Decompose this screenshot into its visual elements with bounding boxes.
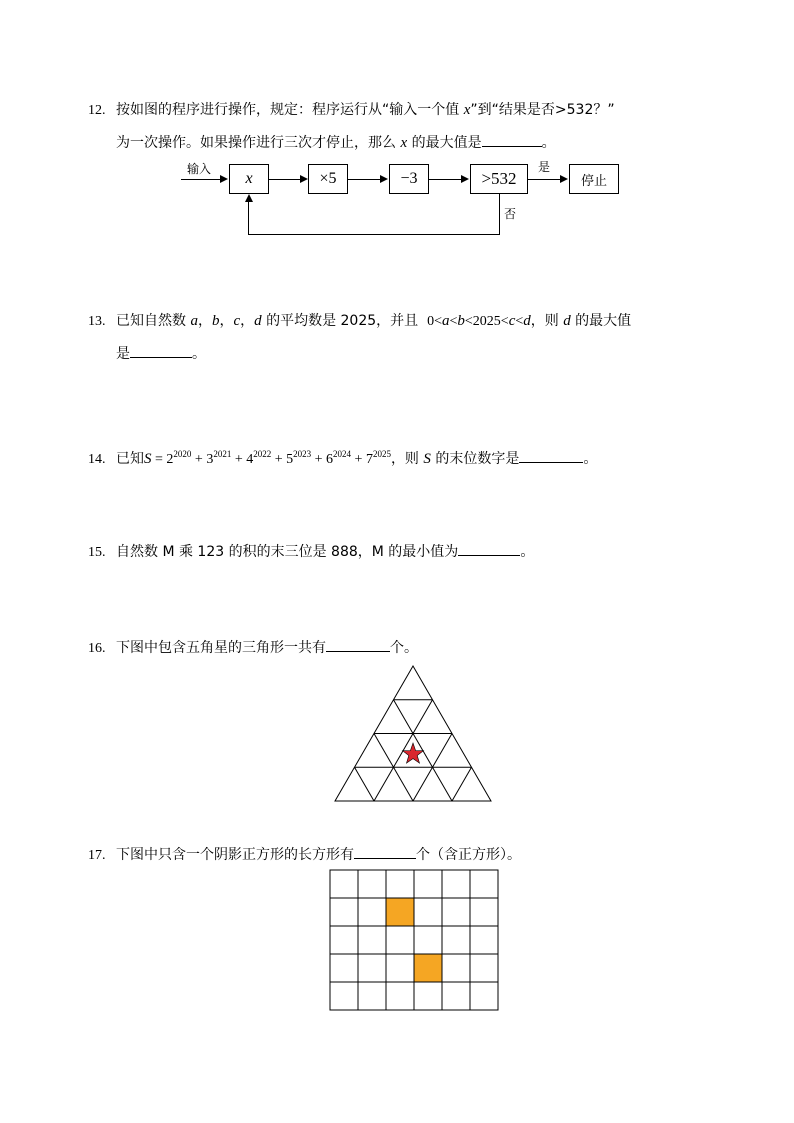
question-number: 17. — [88, 848, 106, 863]
q16-text: 下图中包含五角星的三角形一共有 — [116, 640, 326, 656]
q12-text-2b: 的最大值是 — [411, 135, 482, 151]
q13-ineq: <2025< — [464, 314, 509, 329]
grid-cell — [386, 954, 414, 982]
q13-ineq-a: a — [441, 313, 450, 329]
q14-text-b: ，则 — [390, 451, 419, 467]
grid-cell — [358, 926, 386, 954]
q13-var-d: d — [254, 313, 262, 329]
q13-var-d2: d — [563, 313, 571, 329]
grid-cell — [470, 954, 498, 982]
q13-var-b: b — [211, 313, 220, 329]
grid-cell — [358, 898, 386, 926]
grid-cell — [386, 982, 414, 1010]
grid-cell-shaded — [414, 954, 442, 982]
q14-text-c: 的末位数字是 — [435, 451, 520, 467]
q13-sep: ， — [240, 313, 255, 329]
flow-no-label: 否 — [504, 207, 517, 221]
flow-box-stop: 停止 — [569, 164, 619, 194]
question-13 — [88, 311, 631, 332]
answer-blank[interactable] — [458, 541, 520, 556]
q12-text-1a: 按如图的程序进行操作，规定：程序运行从“输入一个值 — [116, 102, 460, 118]
q14-term-exponent: 2024 — [333, 449, 352, 459]
question-12-line2 — [116, 132, 556, 153]
question-16 — [88, 637, 418, 659]
q14-term-base: 6 — [326, 452, 334, 467]
q13-ineq-b: b — [457, 313, 465, 329]
q13-ineq-d: d — [523, 313, 531, 329]
q13-ineq: 0< — [427, 314, 442, 329]
grid-cell — [470, 926, 498, 954]
grid-cell — [414, 870, 442, 898]
q17-end: 个（含正方形）。 — [416, 847, 521, 863]
grid-cell — [442, 926, 470, 954]
q14-equals: = — [151, 452, 167, 467]
q14-term-exponent: 2025 — [372, 449, 391, 459]
q14-var-s2: S — [423, 451, 431, 467]
q14-expression — [166, 451, 391, 467]
answer-blank[interactable] — [354, 844, 416, 859]
triangle-figure — [330, 662, 496, 806]
question-number: 15. — [88, 545, 106, 560]
q14-text-a: 已知 — [116, 451, 144, 467]
q14-term-base: 7 — [365, 452, 373, 467]
grid-cell — [442, 870, 470, 898]
grid-cell — [330, 926, 358, 954]
question-15 — [88, 541, 534, 563]
q14-term-operator: + — [351, 452, 366, 467]
grid-cell — [470, 870, 498, 898]
q14-term-exponent: 2023 — [293, 449, 312, 459]
grid-cell — [414, 926, 442, 954]
q14-var-s: S — [144, 451, 152, 467]
grid-cell — [358, 982, 386, 1010]
flow-yes-label: 是 — [538, 160, 551, 174]
q14-term-base: 4 — [246, 452, 254, 467]
q13-sep: ， — [219, 313, 234, 329]
question-number: 16. — [88, 641, 106, 656]
answer-blank[interactable] — [130, 343, 192, 358]
question-12 — [88, 100, 615, 121]
flow-box-multiply: ×5 — [308, 164, 348, 194]
question-13-line2 — [116, 343, 206, 364]
q16-end: 个。 — [390, 640, 418, 656]
q12-end: 。 — [541, 135, 556, 151]
q13-text-2a: 是 — [116, 346, 130, 362]
flow-box-subtract: −3 — [389, 164, 429, 194]
q13-var-c: c — [233, 313, 241, 329]
answer-blank[interactable] — [326, 637, 390, 652]
grid-cell — [330, 870, 358, 898]
grid-cell — [358, 870, 386, 898]
grid-cell — [386, 870, 414, 898]
question-number: 12. — [88, 103, 106, 118]
q13-ineq: < — [515, 314, 524, 329]
q14-end: 。 — [583, 451, 598, 467]
q12-var-x: x — [463, 102, 471, 118]
q14-term-operator: + — [231, 452, 247, 467]
flow-box-compare: >532 — [470, 164, 528, 194]
flow-box-x: x — [229, 164, 269, 194]
grid-cell — [330, 898, 358, 926]
q17-text: 下图中只含一个阴影正方形的长方形有 — [116, 847, 354, 863]
q13-text-1a: 已知自然数 — [116, 313, 186, 329]
q13-text-1c: ，则 — [530, 313, 559, 329]
grid-cell-shaded — [386, 898, 414, 926]
q12-text-1b: ”到“结果是否>532？” — [470, 102, 615, 118]
question-14 — [88, 444, 597, 470]
grid-cell — [470, 982, 498, 1010]
grid-figure — [329, 869, 500, 1011]
question-number: 14. — [88, 452, 106, 467]
q14-term-base: 5 — [286, 452, 294, 467]
q14-term-operator: + — [191, 452, 207, 467]
q13-text-1b: 的平均数是 2025，并且 — [266, 313, 419, 329]
q14-term-operator: + — [271, 452, 287, 467]
q15-text: 自然数 M 乘 123 的积的末三位是 888，M 的最小值为 — [116, 544, 459, 560]
question-17 — [88, 844, 521, 866]
flow-input-label: 输入 — [187, 162, 212, 176]
q14-term-exponent: 2020 — [173, 449, 192, 459]
q13-ineq: < — [449, 314, 458, 329]
grid-cell — [358, 954, 386, 982]
q14-term-operator: + — [311, 452, 327, 467]
grid-cell — [330, 954, 358, 982]
q12-var-x2: x — [400, 135, 408, 151]
question-number: 13. — [88, 314, 106, 329]
q13-text-1d: 的最大值 — [575, 313, 632, 329]
answer-blank[interactable] — [482, 132, 542, 147]
grid-cell — [442, 954, 470, 982]
q15-end: 。 — [520, 544, 535, 560]
grid-cell — [414, 898, 442, 926]
q12-text-2a: 为一次操作。如果操作进行三次才停止，那么 — [116, 135, 396, 151]
grid-cell — [442, 982, 470, 1010]
q13-ineq-c: c — [508, 313, 516, 329]
q14-term-base: 2 — [166, 452, 174, 467]
grid-cell — [414, 982, 442, 1010]
answer-blank[interactable] — [519, 448, 583, 463]
q14-term-base: 3 — [206, 452, 214, 467]
grid-cell — [470, 898, 498, 926]
grid-cell — [386, 926, 414, 954]
grid-cell — [442, 898, 470, 926]
q13-end: 。 — [192, 346, 206, 362]
q14-term-exponent: 2022 — [253, 449, 272, 459]
q13-sep: ， — [197, 313, 212, 329]
grid-cell — [330, 982, 358, 1010]
q13-var-a: a — [190, 313, 198, 329]
q14-term-exponent: 2021 — [213, 449, 232, 459]
